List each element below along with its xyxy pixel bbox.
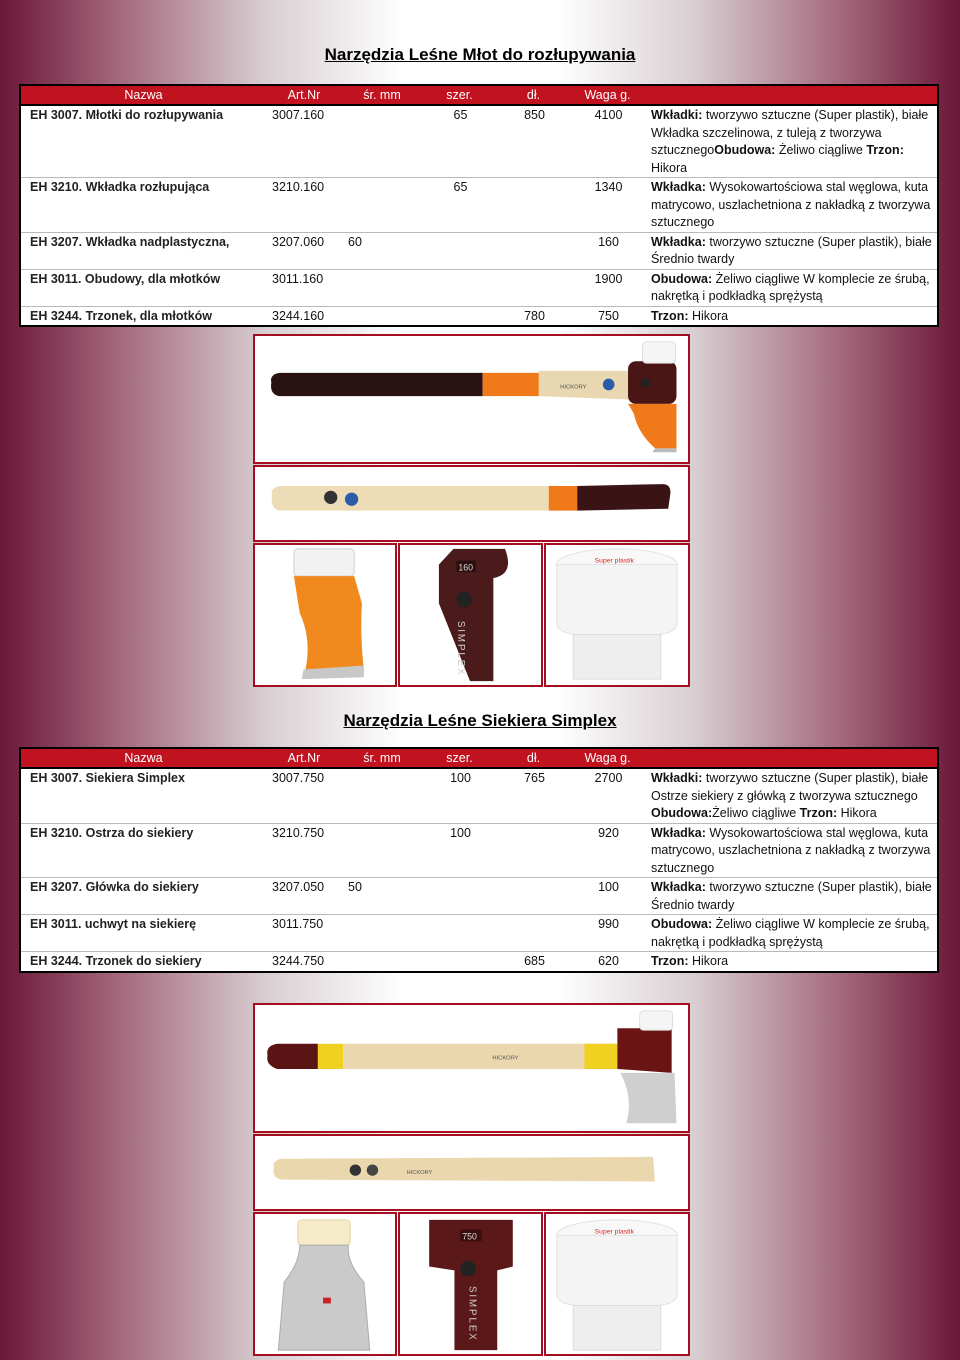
- art-nr-cell: 3210.750: [266, 823, 342, 878]
- description-text: Wysokowartościowa stal węglowa, kuta matrycowo, uszlachetniona z nakładką z tworzywa sztucznego: [651, 825, 931, 875]
- col-header-diameter: śr. mm: [342, 85, 422, 105]
- description-label: Wkładki:: [651, 108, 703, 122]
- diameter-cell: [342, 952, 422, 972]
- description-cell: [645, 232, 938, 269]
- table-header-row: [20, 748, 938, 768]
- col-header-art: Art.Nr: [266, 748, 342, 768]
- description-label: Wkładka:: [651, 180, 706, 194]
- description-label: Obudowa:: [714, 143, 776, 157]
- image-plastic-cap: [544, 543, 690, 687]
- table-row: [20, 768, 938, 823]
- axe-handle-illustration: [255, 1136, 688, 1209]
- housing-number-text: 160: [458, 562, 473, 573]
- axe-blade-illustration: [255, 1214, 395, 1354]
- col-header-weight: Waga g.: [570, 748, 645, 768]
- description-label: Obudowa:: [651, 917, 713, 931]
- table-row: [20, 178, 938, 233]
- description-label: Wkładki:: [651, 771, 703, 785]
- col-header-width: szer.: [422, 85, 497, 105]
- col-header-art: Art.Nr: [266, 85, 342, 105]
- length-cell: [497, 915, 570, 952]
- diameter-cell: [342, 768, 422, 823]
- width-cell: [422, 306, 497, 326]
- axe-housing-illustration: [400, 1214, 541, 1354]
- weight-cell: 4100: [570, 105, 645, 178]
- weight-cell: 990: [570, 915, 645, 952]
- col-header-name: Nazwa: [20, 748, 266, 768]
- description-cell: [645, 768, 938, 823]
- art-nr-cell: 3210.160: [266, 178, 342, 233]
- diameter-cell: [342, 178, 422, 233]
- art-nr-cell: 3011.160: [266, 269, 342, 306]
- art-nr-cell: 3244.160: [266, 306, 342, 326]
- plastic-cap-illustration: [546, 545, 688, 685]
- col-header-length: dł.: [497, 748, 570, 768]
- table-header-row: [20, 85, 938, 105]
- diameter-cell: [342, 306, 422, 326]
- maul-handle-illustration: [255, 467, 688, 540]
- width-cell: [422, 878, 497, 915]
- description-cell: [645, 269, 938, 306]
- art-nr-cell: 3207.050: [266, 878, 342, 915]
- diameter-cell: 60: [342, 232, 422, 269]
- housing-brand-text: SIMPLEX: [454, 620, 466, 677]
- spec-table-splitting-maul: [19, 84, 939, 327]
- weight-cell: 160: [570, 232, 645, 269]
- axe-handle2-brand-text: HICKORY: [406, 1169, 433, 1176]
- table-row: [20, 232, 938, 269]
- description-cell: [645, 878, 938, 915]
- col-header-diameter: śr. mm: [342, 748, 422, 768]
- length-cell: [497, 823, 570, 878]
- name-cell: EH 3244. Trzonek, dla młotków: [20, 306, 266, 326]
- description-label: Trzon:: [866, 143, 904, 157]
- description-cell: [645, 952, 938, 972]
- table-row: [20, 306, 938, 326]
- weight-cell: 100: [570, 878, 645, 915]
- image-axe-housing: [398, 1212, 543, 1356]
- description-text: Żeliwo ciągliwe: [775, 143, 867, 157]
- art-nr-cell: 3011.750: [266, 915, 342, 952]
- width-cell: [422, 952, 497, 972]
- description-label: Wkładka:: [651, 234, 706, 249]
- art-nr-cell: 3207.060: [266, 232, 342, 269]
- description-label: Obudowa:: [651, 806, 713, 820]
- name-cell: EH 3007. Siekiera Simplex: [20, 768, 266, 823]
- table-row: [20, 823, 938, 878]
- maul-housing-illustration: [400, 545, 541, 685]
- weight-cell: 620: [570, 952, 645, 972]
- name-cell: EH 3207. Główka do siekiery: [20, 878, 266, 915]
- col-header-width: szer.: [422, 748, 497, 768]
- name-cell: EH 3210. Ostrza do siekiery: [20, 823, 266, 878]
- width-cell: [422, 269, 497, 306]
- image-axe-handle: [253, 1134, 690, 1211]
- handle-brand-text: HICKORY: [560, 384, 587, 391]
- width-cell: [422, 915, 497, 952]
- description-text: Hikora: [688, 308, 729, 323]
- axe-illustration: [255, 1005, 688, 1131]
- description-text: Hikora: [688, 954, 729, 968]
- description-cell: [645, 915, 938, 952]
- length-cell: [497, 878, 570, 915]
- description-label: Trzon:: [799, 806, 838, 820]
- splitting-wedge-illustration: [255, 545, 395, 685]
- image-splitting-maul-complete: [253, 334, 690, 464]
- art-nr-cell: 3244.750: [266, 952, 342, 972]
- width-cell: 100: [422, 768, 497, 823]
- length-cell: [497, 232, 570, 269]
- width-cell: 65: [422, 178, 497, 233]
- diameter-cell: [342, 269, 422, 306]
- description-text: tworzywo sztuczne (Super plastik), białe Średnio twardy: [651, 880, 932, 912]
- name-cell: EH 3011. Obudowy, dla młotków: [20, 269, 266, 306]
- description-label: Wkładka:: [651, 880, 706, 894]
- weight-cell: 1900: [570, 269, 645, 306]
- length-cell: 780: [497, 306, 570, 326]
- width-cell: [422, 232, 497, 269]
- axe-cap-brand-text: Super plastik: [594, 1228, 634, 1236]
- cap-brand-text: Super plastik: [594, 557, 634, 565]
- description-cell: [645, 178, 938, 233]
- diameter-cell: [342, 105, 422, 178]
- name-cell: EH 3244. Trzonek do siekiery: [20, 952, 266, 972]
- description-label: Wkładka:: [651, 825, 706, 840]
- width-cell: 65: [422, 105, 497, 178]
- image-axe-cap: [544, 1212, 690, 1356]
- weight-cell: 1340: [570, 178, 645, 233]
- art-nr-cell: 3007.160: [266, 105, 342, 178]
- description-text: Hikora: [837, 806, 877, 820]
- axe-housing-number-text: 750: [462, 1231, 477, 1242]
- table-row: [20, 915, 938, 952]
- length-cell: 765: [497, 768, 570, 823]
- table-row: [20, 269, 938, 306]
- col-header-name: Nazwa: [20, 85, 266, 105]
- col-header-length: dł.: [497, 85, 570, 105]
- diameter-cell: [342, 915, 422, 952]
- description-text: tworzywo sztuczne (Super plastik), białe Ostrze siekiery z główką z tworzywa sztucznego: [651, 771, 929, 803]
- length-cell: [497, 178, 570, 233]
- name-cell: EH 3207. Wkładka nadplastyczna,: [20, 232, 266, 269]
- axe-handle-brand-text: HICKORY: [492, 1055, 519, 1062]
- description-label: Obudowa:: [651, 271, 713, 286]
- weight-cell: 920: [570, 823, 645, 878]
- length-cell: 850: [497, 105, 570, 178]
- image-axe-complete: [253, 1003, 690, 1133]
- image-axe-blade: [253, 1212, 397, 1356]
- description-label: Trzon:: [651, 308, 689, 323]
- diameter-cell: 50: [342, 878, 422, 915]
- description-text: tworzywo sztuczne (Super plastik), białe Wkładka szczelinowa, z tuleją z tworzywa sztucznego: [651, 108, 929, 157]
- image-splitting-wedge: [253, 543, 397, 687]
- weight-cell: 2700: [570, 768, 645, 823]
- name-cell: EH 3007. Młotki do rozłupywania: [20, 105, 266, 178]
- axe-housing-brand-text: SIMPLEX: [466, 1285, 478, 1342]
- description-text: Żeliwo ciągliwe: [712, 806, 800, 820]
- description-text: Hikora: [651, 160, 688, 175]
- col-header-weight: Waga g.: [570, 85, 645, 105]
- description-text: Żeliwo ciągliwe W komplecie ze śrubą, nakrętką i podkładką sprężystą: [651, 271, 930, 303]
- length-cell: [497, 269, 570, 306]
- image-maul-housing: [398, 543, 543, 687]
- spec-table-axe: [19, 747, 939, 973]
- table-row: [20, 105, 938, 178]
- description-text: Żeliwo ciągliwe W komplecie ze śrubą, nakrętką i podkładką sprężystą: [651, 917, 930, 949]
- name-cell: EH 3011. uchwyt na siekierę: [20, 915, 266, 952]
- table-row: [20, 952, 938, 972]
- section-title-splitting-maul: Narzędzia Leśne Młot do rozłupywania: [324, 45, 636, 64]
- width-cell: 100: [422, 823, 497, 878]
- description-text: Wysokowartościowa stal węglowa, kuta matrycowo, uszlachetniona z nakładką z tworzywa sztucznego: [651, 180, 931, 229]
- description-label: Trzon:: [651, 954, 689, 968]
- description-cell: [645, 306, 938, 326]
- table-row: [20, 878, 938, 915]
- col-header-description: [645, 748, 938, 768]
- image-maul-handle: [253, 465, 690, 542]
- description-cell: [645, 105, 938, 178]
- weight-cell: 750: [570, 306, 645, 326]
- col-header-description: [645, 85, 938, 105]
- name-cell: EH 3210. Wkładka rozłupująca: [20, 178, 266, 233]
- section-title-axe: Narzędzia Leśne Siekiera Simplex: [343, 711, 617, 730]
- length-cell: 685: [497, 952, 570, 972]
- diameter-cell: [342, 823, 422, 878]
- description-cell: [645, 823, 938, 878]
- art-nr-cell: 3007.750: [266, 768, 342, 823]
- description-text: tworzywo sztuczne (Super plastik), białe Średnio twardy: [651, 234, 932, 266]
- axe-cap-illustration: [546, 1214, 688, 1354]
- splitting-maul-illustration: [255, 336, 688, 462]
